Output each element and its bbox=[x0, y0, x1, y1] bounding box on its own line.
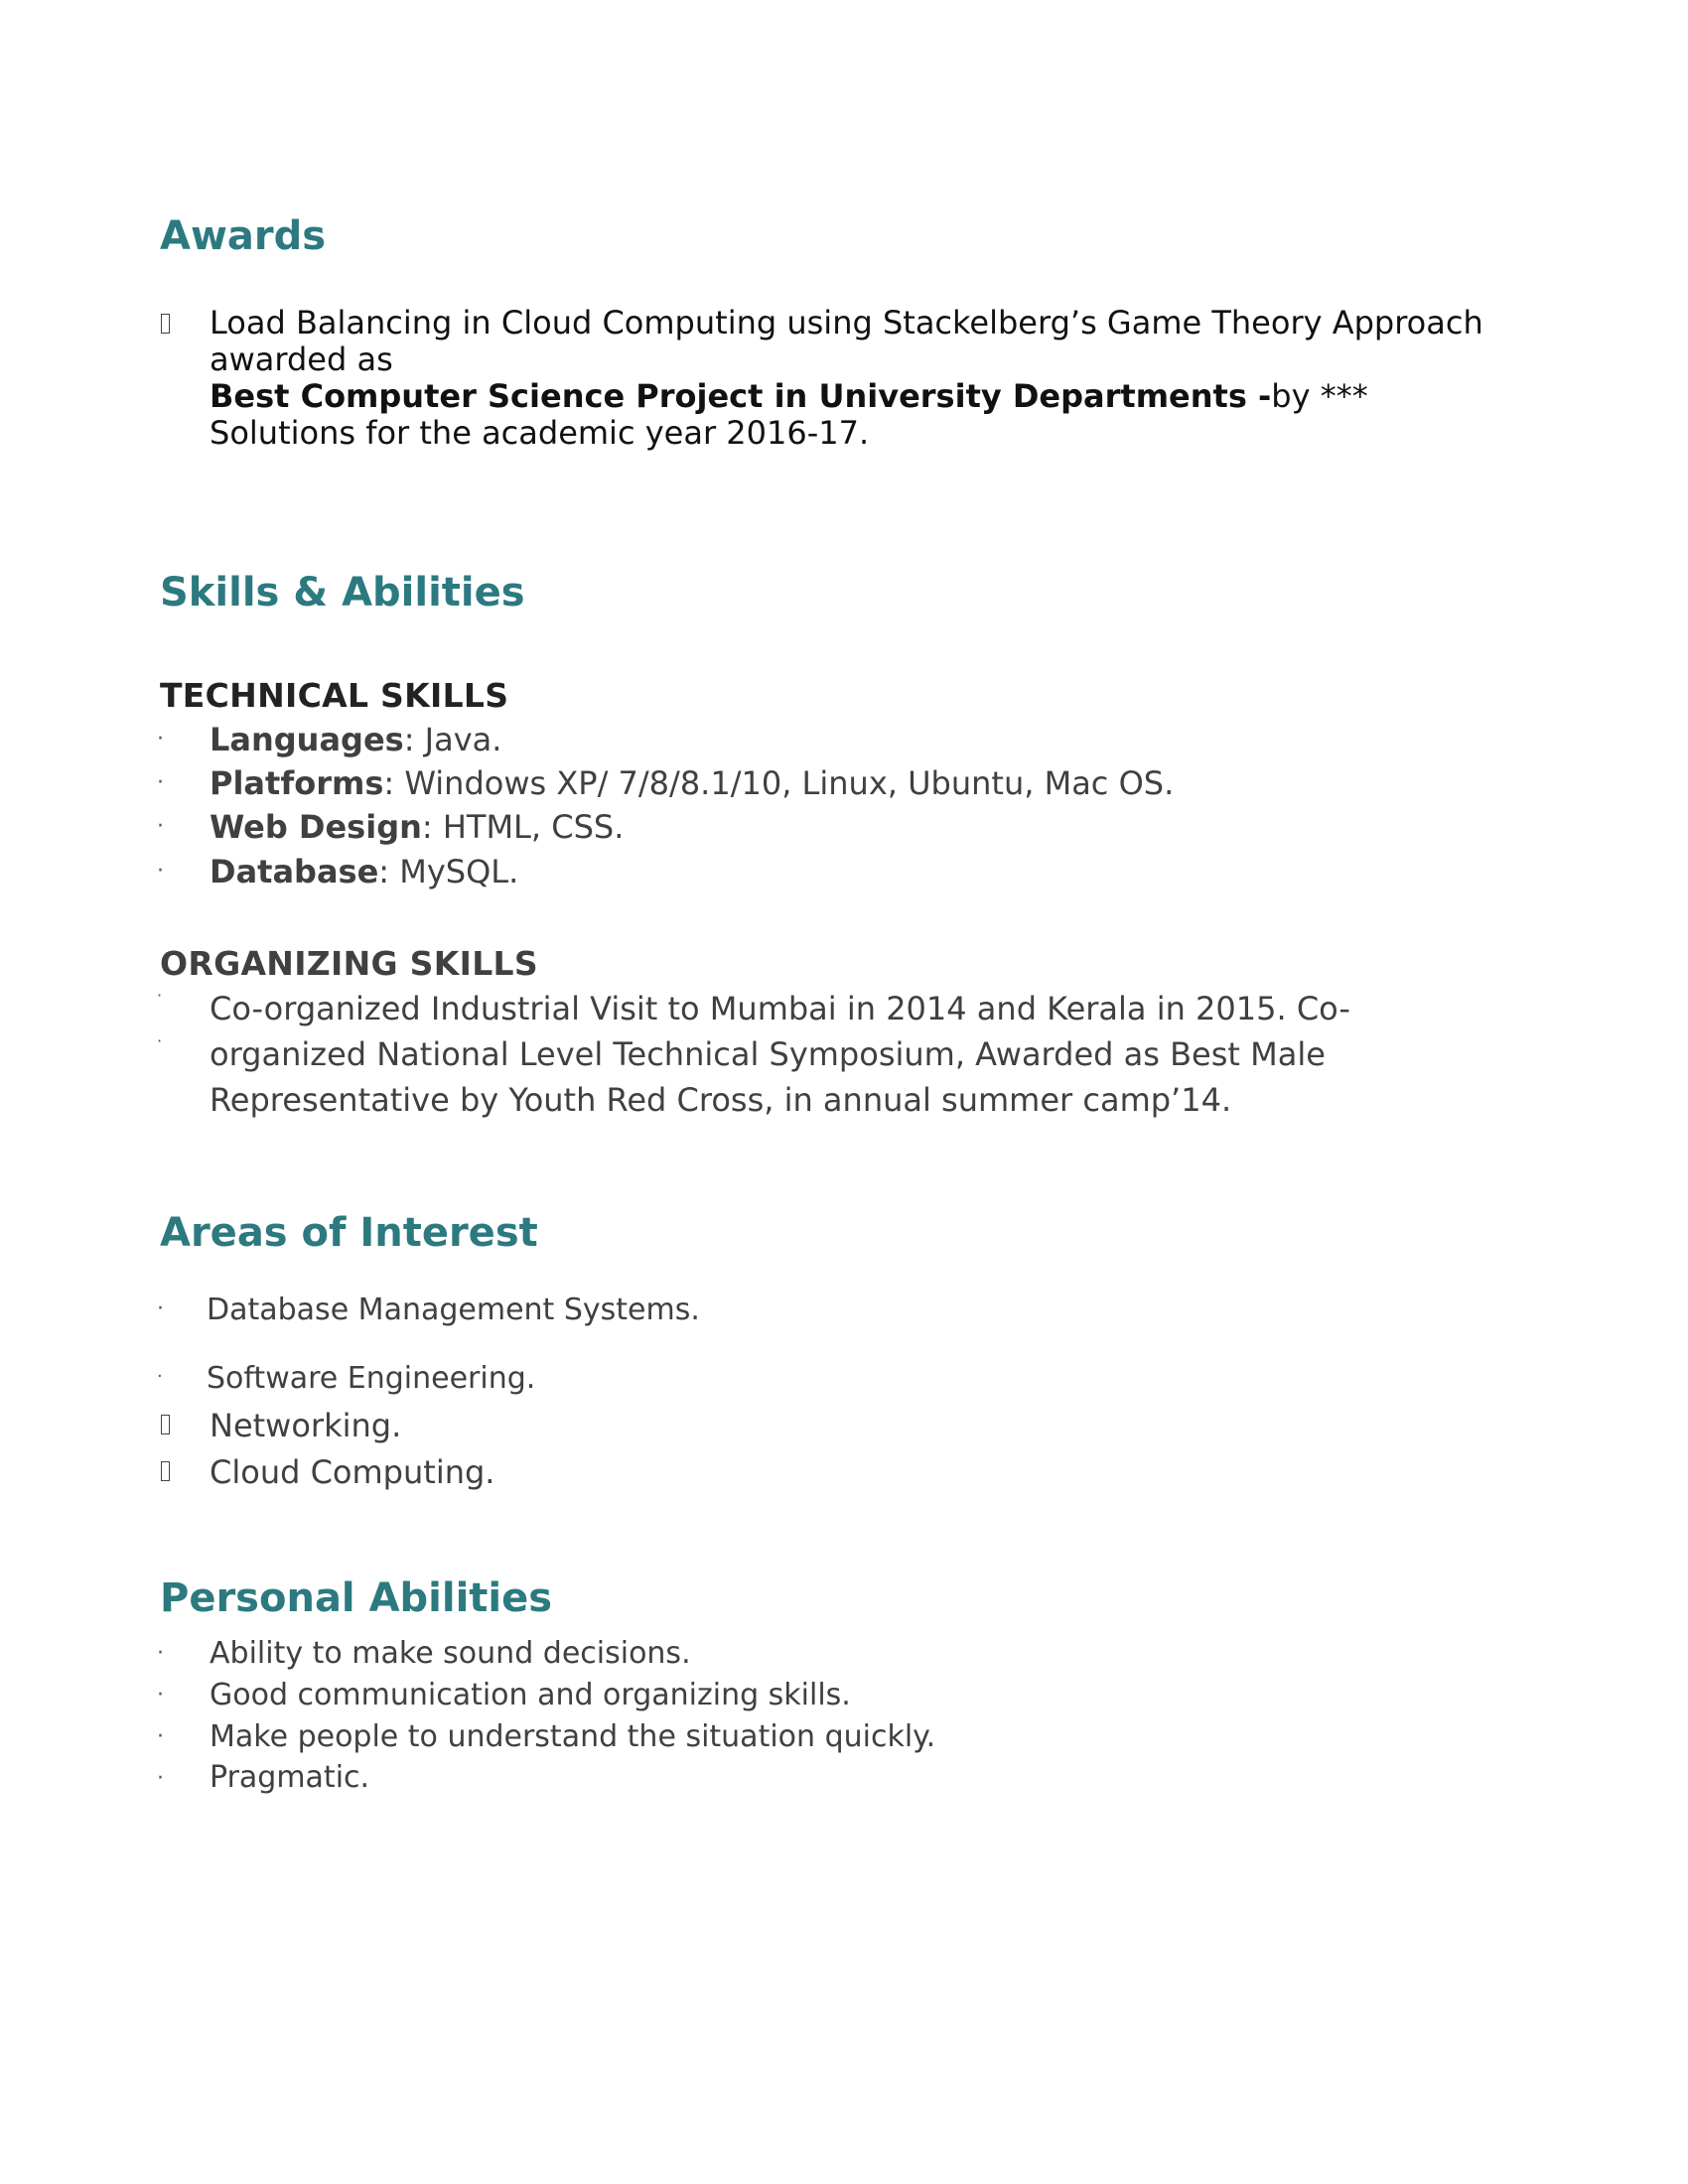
technical-skills-title: TECHNICAL SKILLS bbox=[160, 676, 509, 715]
interest-item: Cloud Computing. bbox=[210, 1453, 495, 1491]
bullet-dot-icon: · bbox=[157, 1031, 163, 1050]
personal-heading: Personal Abilities bbox=[160, 1575, 553, 1621]
personal-item: Make people to understand the situation quickly. bbox=[210, 1719, 936, 1754]
organizing-skills-title: ORGANIZING SKILLS bbox=[160, 944, 538, 983]
personal-item: Good communication and organizing skills. bbox=[210, 1678, 851, 1712]
tech-skill-item bbox=[210, 853, 519, 890]
award-line-3 bbox=[210, 377, 1368, 415]
award-title: Best Computer Science Project in University Departments - bbox=[210, 377, 1272, 415]
award-by: by *** bbox=[1271, 377, 1368, 415]
tech-skill-label: Languages bbox=[210, 721, 404, 758]
bullet-dot-icon: · bbox=[157, 1683, 164, 1707]
award-line-2: awarded as bbox=[210, 341, 393, 378]
bullet-dot-icon: · bbox=[157, 1641, 164, 1666]
awards-heading: Awards bbox=[160, 213, 327, 259]
bullet-box-icon bbox=[161, 314, 170, 334]
bullet-dot-icon: · bbox=[157, 859, 164, 884]
bullet-dot-icon: · bbox=[157, 1366, 163, 1387]
tech-skill-value: : MySQL. bbox=[378, 853, 519, 890]
tech-skill-item bbox=[210, 808, 625, 846]
interest-item: Database Management Systems. bbox=[207, 1293, 700, 1327]
tech-skill-label: Web Design bbox=[210, 808, 422, 846]
bullet-dot-icon: · bbox=[157, 770, 164, 795]
bullet-dot-icon: · bbox=[157, 1724, 164, 1749]
interest-item: Software Engineering. bbox=[207, 1361, 536, 1396]
tech-skill-item bbox=[210, 721, 502, 758]
tech-skill-value: : HTML, CSS. bbox=[421, 808, 625, 846]
organizing-line-2: organized National Level Technical Symposium, Awarded as Best Male bbox=[210, 1035, 1326, 1073]
bullet-box-icon bbox=[161, 1461, 170, 1481]
skills-heading: Skills & Abilities bbox=[160, 570, 525, 615]
organizing-line-1: Co-organized Industrial Visit to Mumbai in 2014 and Kerala in 2015. Co- bbox=[210, 990, 1350, 1027]
tech-skill-value: : Java. bbox=[403, 721, 502, 758]
bullet-dot-icon: · bbox=[157, 1297, 164, 1321]
bullet-dot-icon: · bbox=[157, 1766, 164, 1791]
bullet-dot-icon: · bbox=[157, 814, 164, 839]
award-line-4: Solutions for the academic year 2016-17. bbox=[210, 414, 870, 452]
tech-skill-value: : Windows XP/ 7/8/8.1/10, Linux, Ubuntu, Mac OS. bbox=[383, 764, 1175, 802]
bullet-box-icon bbox=[161, 1415, 170, 1434]
interest-item: Networking. bbox=[210, 1407, 402, 1444]
organizing-line-3: Representative by Youth Red Cross, in annual summer camp’14. bbox=[210, 1081, 1232, 1119]
bullet-dot-icon: · bbox=[157, 986, 163, 1005]
tech-skill-item bbox=[210, 764, 1175, 802]
award-line-1: Load Balancing in Cloud Computing using Stackelberg’s Game Theory Approach bbox=[210, 304, 1483, 341]
tech-skill-label: Database bbox=[210, 853, 379, 890]
tech-skill-label: Platforms bbox=[210, 764, 384, 802]
personal-item: Pragmatic. bbox=[210, 1760, 370, 1795]
interests-heading: Areas of Interest bbox=[160, 1210, 538, 1256]
bullet-dot-icon: · bbox=[157, 727, 164, 751]
personal-item: Ability to make sound decisions. bbox=[210, 1636, 691, 1671]
